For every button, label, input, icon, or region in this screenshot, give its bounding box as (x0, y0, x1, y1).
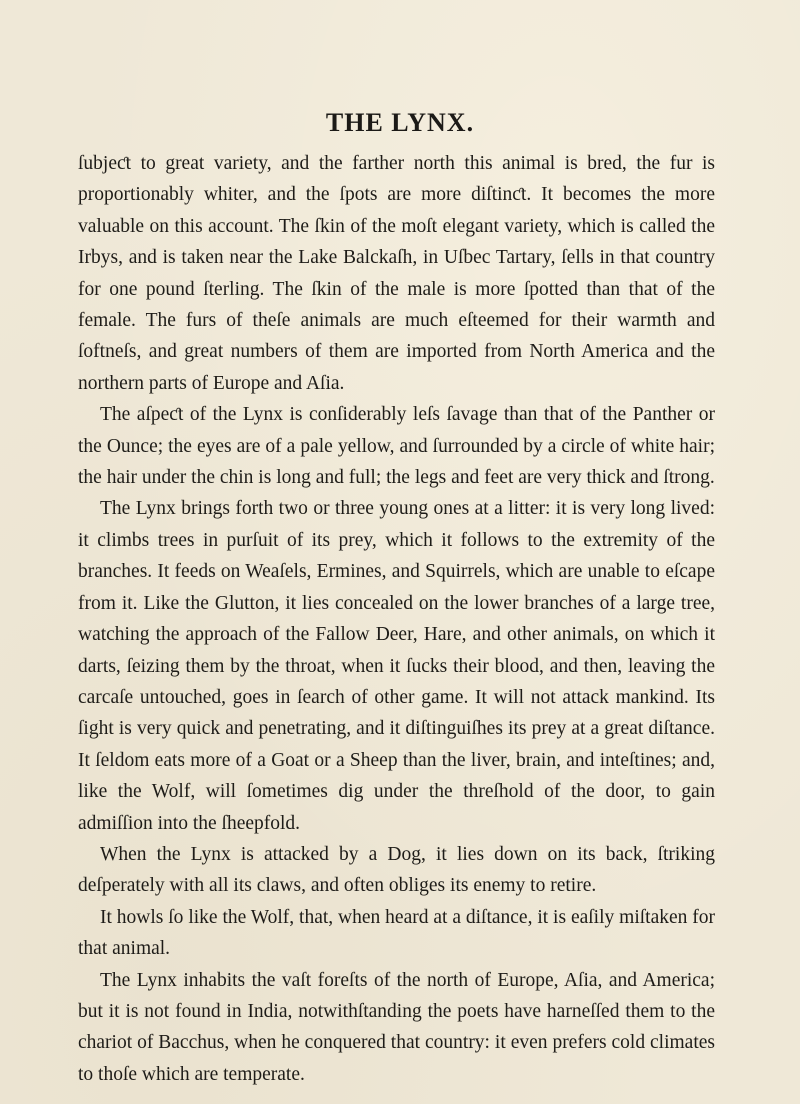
paragraph-aspect: The aſpeƈt of the Lynx is conſiderably leſs ſavage than that of the Panther or the Ounce; the eyes are of a pale yellow, and ſurrounded by a circle of white hair; the hair under the chin is long and full; the legs and feet are very thick and ſtrong. (78, 404, 715, 489)
body-text (78, 148, 715, 1090)
paragraph-howls: It howls ſo like the Wolf, that, when heard at a diſtance, it is eaſily miſtaken for that animal. (78, 906, 715, 960)
paragraph-fur-variety: ſubjeƈt to great variety, and the farther north this animal is bred, the fur is proportionably whiter, and the ſpots are more diſtinƈt. It becomes the more valuable on this account. The ſkin of the moſt elegant variety, which is called the Irbys, and is taken near the Lake Balckaſh, in Uſbec Tartary, ſells in that country for one pound ſterling. The ſkin of the male is more ſpotted than that of the female. The furs of theſe animals are much eſteemed for their warmth and ſoftneſs, and great numbers of them are imported from North America and the northern parts of Europe and Aſia. (78, 153, 715, 394)
paragraph-attacked: When the Lynx is attacked by a Dog, it lies down on its back, ſtriking deſperately with all its claws, and often obliges its enemy to retire. (78, 843, 715, 897)
paragraph-habits: The Lynx brings forth two or three young ones at a litter: it is very long lived: it climbs trees in purſuit of its prey, which it follows to the extremity of the branches. It feeds on Weaſels, Ermines, and Squirrels, which are unable to eſcape from it. Like the Glutton, it lies concealed on the lower branches of a large tree, watching the approach of the Fallow Deer, Hare, and other animals, on which it darts, ſeizing them by the throat, when it ſucks their blood, and then, leaving the carcaſe untouched, goes in ſearch of other game. It will not attack mankind. Its ſight is very quick and penetrating, and it diſtinguiſhes its prey at a great diſtance. It ſeldom eats more of a Goat or a Sheep than the liver, brain, and inteſtines; and, like the Wolf, will ſometimes dig under the threſhold of the door, to gain admiſſion into the ſheepfold. (78, 498, 715, 834)
running-head: THE LYNX. (325, 108, 475, 137)
paragraph-habitat: The Lynx inhabits the vaſt foreſts of the north of Europe, Aſia, and America; but it is not found in India, notwithſtanding the poets have harneſſed them to the chariot of Bacchus, when he conquered that country: it even prefers cold climates to thoſe which are temperate. (78, 969, 715, 1085)
